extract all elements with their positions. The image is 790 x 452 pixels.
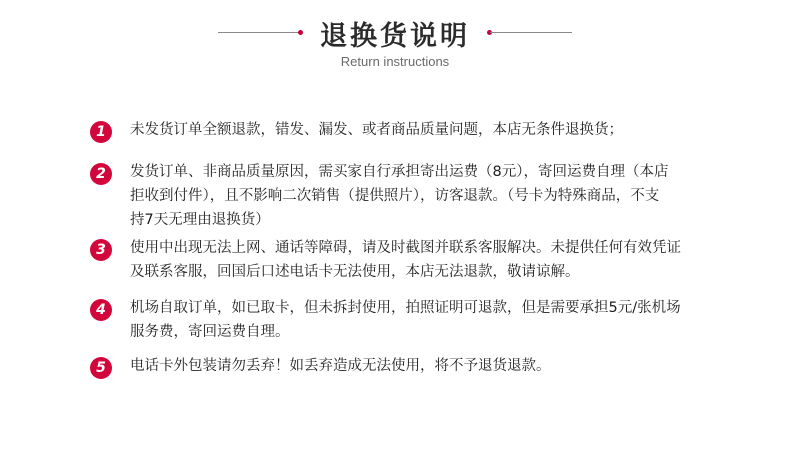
policy-text-2: 发货订单、非商品质量原因，需买家自行承担寄出运费（8元），寄回运费自理（本店 拒收到付件），且不影响二次销售（提供照片），访客退款。（号卡为特殊商品，不支 持7天无理由退换货） — [130, 164, 669, 228]
policy-text-3: 使用中出现无法上网、通话等障碍，请及时截图并联系客服解决。未提供任何有效凭证 及联系客服，回国后口述电话卡无法使用，本店无法退款，敬请谅解。 — [130, 240, 681, 280]
policy-item-5 — [90, 354, 770, 378]
title-rule-right — [490, 32, 572, 33]
header — [0, 0, 790, 80]
number-badge-2: 2 — [90, 163, 112, 185]
number-badge-4: 4 — [90, 299, 112, 321]
policy-text-1: 未发货订单全额退款，错发、漏发、或者商品质量问题，本店无条件退换货； — [130, 122, 623, 138]
policy-item-2 — [90, 160, 770, 232]
policy-item-1 — [90, 118, 770, 142]
number-badge-3: 3 — [90, 239, 112, 261]
policy-text-5: 电话卡外包装请勿丢弃！如丢弃造成无法使用，将不予退货退款。 — [130, 358, 551, 374]
page-title: 退换货说明 — [320, 21, 470, 52]
policy-item-3 — [90, 236, 770, 284]
page-subtitle: Return instructions — [340, 54, 450, 69]
number-badge-5: 5 — [90, 357, 112, 379]
policy-item-4 — [90, 296, 770, 344]
policy-text-4: 机场自取订单，如已取卡，但未拆封使用，拍照证明可退款，但是需要承担5元/张机场 服务费，寄回运费自理。 — [130, 300, 681, 340]
number-badge-1: 1 — [90, 121, 112, 143]
